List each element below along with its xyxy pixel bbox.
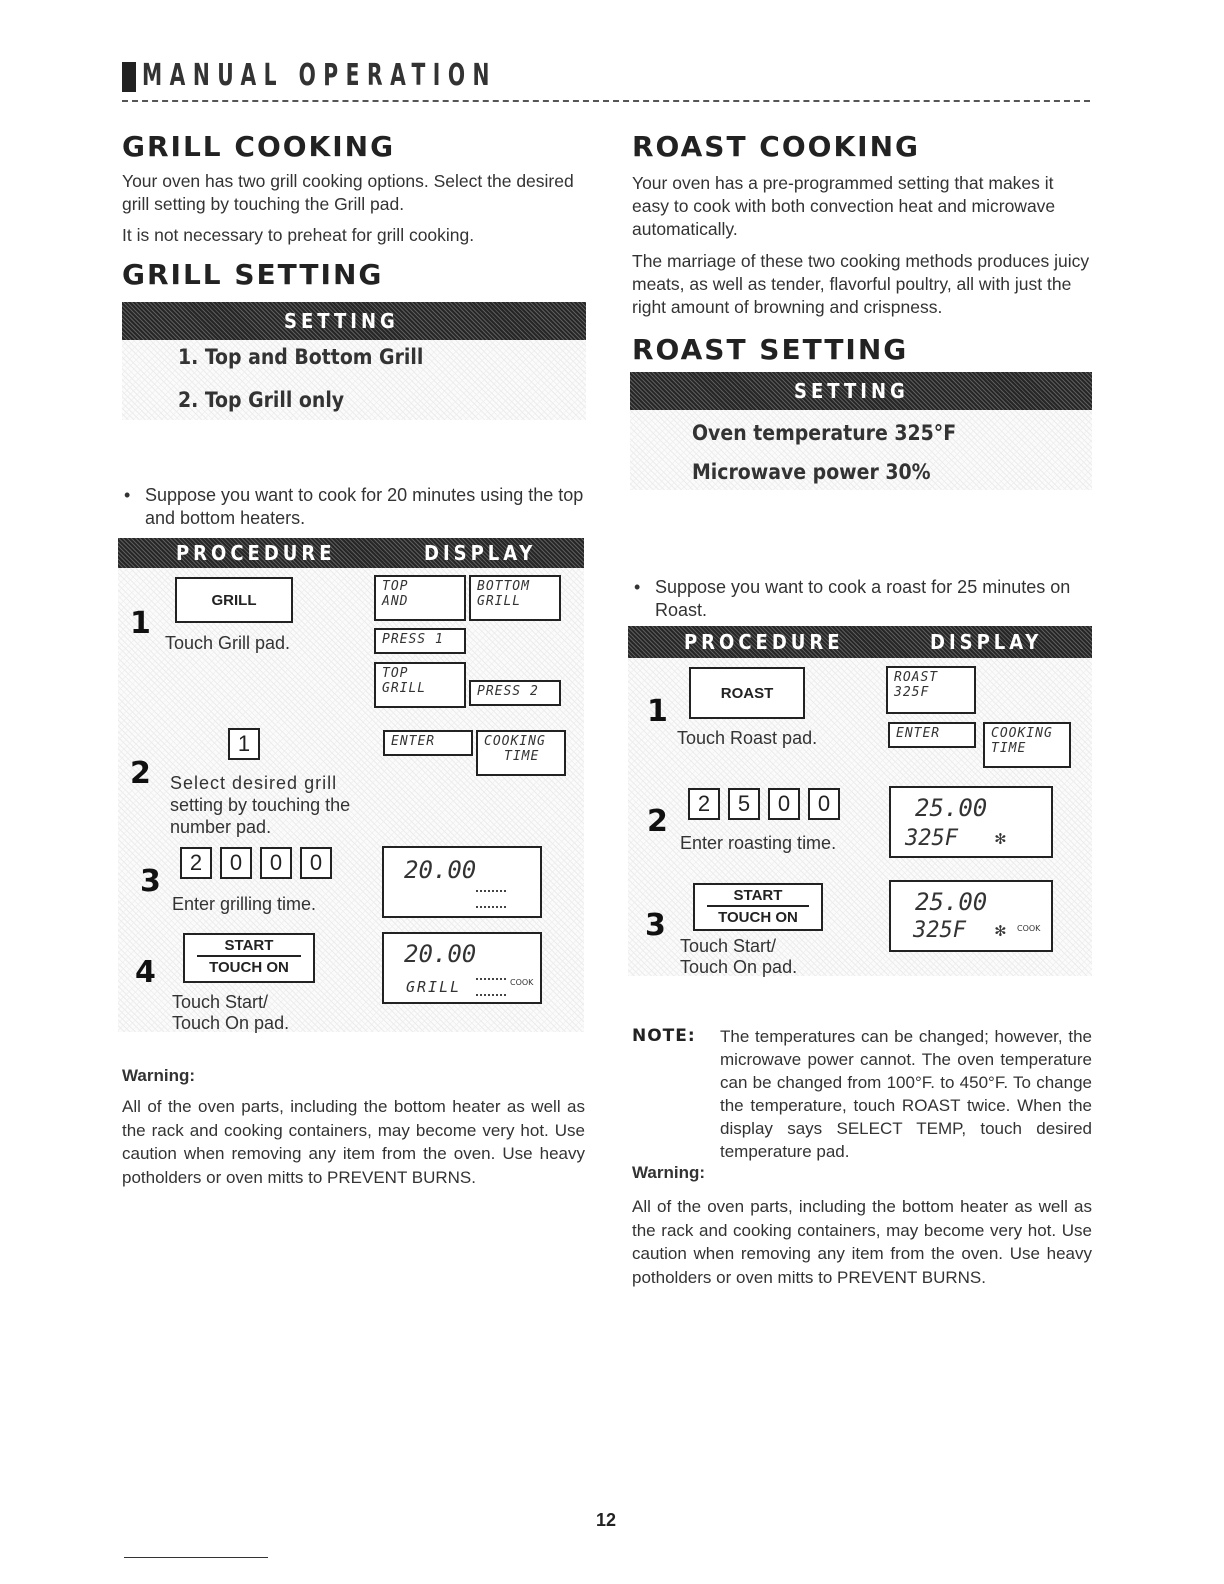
roast-setting-bar xyxy=(630,372,1092,410)
start-label: START xyxy=(707,885,809,907)
roast-time-keys xyxy=(688,788,840,820)
lcd-line: COOKING xyxy=(484,734,546,749)
roast-lcd-time-value: 25.00 xyxy=(915,794,988,822)
roast-step3-number: 3 xyxy=(645,908,666,943)
start-label: START xyxy=(197,935,301,957)
cook-indicator: COOK xyxy=(510,978,534,987)
roast-option-1: Oven temperature 325°F xyxy=(692,421,957,445)
roast-setting-bar-label: SETTING xyxy=(794,379,909,403)
roast-procedure-label: PROCEDURE xyxy=(684,630,844,654)
lcd-line: AND xyxy=(382,594,409,609)
roast-intro-1: Your oven has a pre-programmed setting that makes it easy to cook with both convection heat and microwave automatically. xyxy=(632,173,1056,239)
heat-indicator-icon xyxy=(476,906,506,908)
roast-intro-2: The marriage of these two cooking methods produces juicy meats, as well as tender, flavorful poultry, all with just the right amount of browning and crispness. xyxy=(632,251,1090,317)
grill-setting-heading: GRILL SETTING xyxy=(122,258,384,291)
grill-setting-bar xyxy=(122,302,586,340)
grill-option-2: 2. Top Grill only xyxy=(178,388,345,412)
lcd-line: GRILL xyxy=(477,594,522,609)
touch-on-label: TOUCH ON xyxy=(718,909,798,926)
heat-indicator-icon xyxy=(476,890,506,892)
lcd-line: ROAST xyxy=(894,670,939,685)
heat-indicator-icon xyxy=(476,978,506,980)
grill-lcd-press1: PRESS 1 xyxy=(374,628,466,654)
roast-display-label: DISPLAY xyxy=(930,630,1043,654)
footer-rule xyxy=(124,1557,268,1558)
grill-setting-bar-label: SETTING xyxy=(284,309,399,333)
grill-procedure-label: PROCEDURE xyxy=(176,541,336,565)
lcd-line: TIME xyxy=(991,741,1027,756)
roast-lcd-cooking xyxy=(889,880,1053,952)
roast-example-bullet: • xyxy=(634,577,641,597)
grill-step2-number: 2 xyxy=(130,756,151,791)
roast-warning-title: Warning: xyxy=(632,1163,706,1182)
grill-warning-title: Warning: xyxy=(122,1066,196,1085)
grill-lcd-top-and xyxy=(374,575,466,621)
grill-lcd-time-value: 20.00 xyxy=(404,856,477,884)
header-marker xyxy=(122,62,136,92)
fan-icon: ✻ xyxy=(995,828,1006,849)
roast-procedure-bar xyxy=(628,626,1092,658)
grill-pad-button[interactable]: GRILL xyxy=(175,577,293,623)
lcd-line: COOKING xyxy=(991,726,1053,741)
roast-option-2: Microwave power 30% xyxy=(692,460,931,484)
grill-step1-number: 1 xyxy=(130,606,151,641)
lcd-line: 325F xyxy=(894,685,930,700)
grill-example-bullet: • xyxy=(124,485,131,505)
cook-indicator: COOK xyxy=(1017,924,1041,933)
grill-intro-2: It is not necessary to preheat for grill cooking. xyxy=(122,225,475,245)
grill-step3-text: Enter grilling time. xyxy=(172,894,317,914)
grill-step4-number: 4 xyxy=(135,955,156,990)
roast-note-label: NOTE: xyxy=(632,1026,696,1046)
roast-cooking-heading: ROAST COOKING xyxy=(632,130,920,163)
grill-step2-text-3: number pad. xyxy=(170,817,272,837)
roast-start-touch-on-button[interactable] xyxy=(693,883,823,931)
grill-start-touch-on-button[interactable] xyxy=(183,933,315,983)
roast-step3-text-2: Touch On pad. xyxy=(680,957,798,977)
grill-step4-text-2: Touch On pad. xyxy=(172,1013,290,1033)
roast-lcd-enter: ENTER xyxy=(888,722,976,748)
grill-lcd-mode: GRILL xyxy=(406,978,462,996)
page-number: 12 xyxy=(596,1510,617,1530)
roast-lcd-temp-value: 325F xyxy=(913,918,966,943)
fan-icon: ✻ xyxy=(995,920,1006,941)
number-key-2[interactable]: 2 xyxy=(688,788,720,820)
lcd-line: TOP xyxy=(382,579,409,594)
roast-step3-text-1: Touch Start/ xyxy=(680,936,777,956)
grill-step4-text-1: Touch Start/ xyxy=(172,992,269,1012)
lcd-line: BOTTOM xyxy=(477,579,530,594)
number-key-5[interactable]: 5 xyxy=(728,788,760,820)
touch-on-label: TOUCH ON xyxy=(209,959,289,976)
grill-lcd-press2: PRESS 2 xyxy=(469,680,561,706)
grill-procedure-bar xyxy=(118,538,584,568)
roast-setting-heading: ROAST SETTING xyxy=(632,333,909,366)
grill-display-label: DISPLAY xyxy=(424,541,537,565)
lcd-line: TOP xyxy=(382,666,409,681)
grill-step3-number: 3 xyxy=(140,864,161,899)
roast-example-text: Suppose you want to cook a roast for 25 minutes on Roast. xyxy=(655,577,1071,620)
grill-example-text: Suppose you want to cook for 20 minutes using the top and bottom heaters. xyxy=(145,485,584,528)
grill-lcd-bottom-grill xyxy=(469,575,561,621)
roast-lcd-roast-temp xyxy=(886,666,976,714)
roast-lcd-cooking-time xyxy=(983,722,1071,768)
roast-lcd-time-value: 25.00 xyxy=(915,888,988,916)
number-key-0[interactable]: 0 xyxy=(220,847,252,879)
grill-number-pad-1[interactable]: 1 xyxy=(228,728,260,760)
grill-step1-text: Touch Grill pad. xyxy=(165,633,291,653)
lcd-line: GRILL xyxy=(382,681,427,696)
page-header-title: MANUAL OPERATION xyxy=(142,58,497,93)
roast-lcd-temp-value: 325F xyxy=(905,826,958,851)
grill-step2-text-2: setting by touching the xyxy=(170,795,351,815)
roast-step2-text: Enter roasting time. xyxy=(680,833,837,853)
grill-warning-text: All of the oven parts, including the bottom heater as well as the rack and cooking containers, may become very hot. Use caution when removing any item from the oven. Use heavy potholders or oven mitts to PREVENT BURNS. xyxy=(122,1097,585,1187)
roast-step2-number: 2 xyxy=(647,804,668,839)
grill-step2-text-1: Select desired grill xyxy=(170,773,338,793)
grill-lcd-cooking-time xyxy=(476,730,566,776)
grill-lcd-top-grill xyxy=(374,662,466,708)
grill-intro-1: Your oven has two grill cooking options. Select the desired grill setting by touching the Grill pad. xyxy=(122,171,574,214)
number-key-0[interactable]: 0 xyxy=(300,847,332,879)
roast-step1-text: Touch Roast pad. xyxy=(677,728,818,748)
grill-lcd-enter: ENTER xyxy=(383,730,473,756)
number-key-0[interactable]: 0 xyxy=(808,788,840,820)
grill-time-keys xyxy=(180,847,332,879)
lcd-line: TIME xyxy=(504,749,540,764)
roast-step1-number: 1 xyxy=(647,694,668,729)
header-dashed-rule xyxy=(122,100,1090,102)
number-key-0[interactable]: 0 xyxy=(260,847,292,879)
roast-lcd-time-temp xyxy=(889,786,1053,858)
number-key-2[interactable]: 2 xyxy=(180,847,212,879)
grill-lcd-time xyxy=(382,846,542,918)
grill-option-1: 1. Top and Bottom Grill xyxy=(178,345,424,369)
roast-warning-text: All of the oven parts, including the bottom heater as well as the rack and cooking containers, may become very hot. Use caution when removing any item from the oven. Use heavy potholders or oven mitts to PREVENT BURNS. xyxy=(632,1197,1092,1287)
grill-lcd-time-grill xyxy=(382,932,542,1004)
grill-lcd-time-value: 20.00 xyxy=(404,940,477,968)
number-key-0[interactable]: 0 xyxy=(768,788,800,820)
roast-note-text: The temperatures can be changed; however, the microwave power cannot. The oven temperature can be changed from 100°F. to 450°F. To change the temperature, touch ROAST twice. When the display says SELECT TEMP, touch desired temperature pad. xyxy=(720,1027,1092,1161)
heat-indicator-icon xyxy=(476,994,506,996)
grill-cooking-heading: GRILL COOKING xyxy=(122,130,396,163)
roast-pad-button[interactable]: ROAST xyxy=(689,667,805,719)
